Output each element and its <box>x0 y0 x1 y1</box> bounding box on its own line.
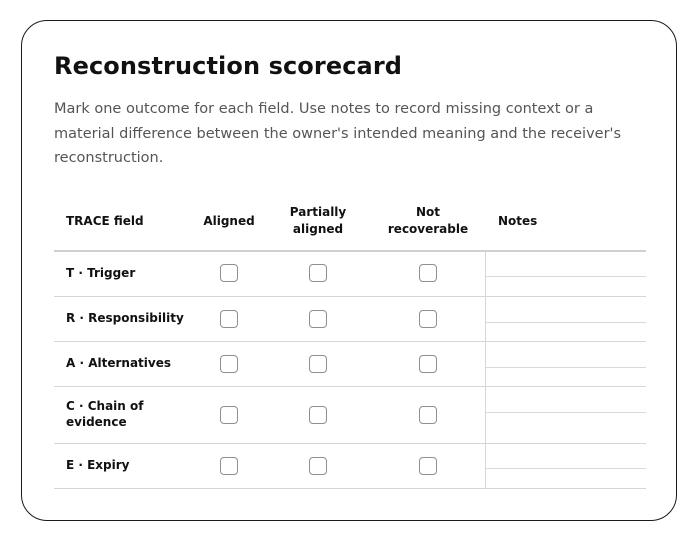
trigger-aligned-checkbox[interactable] <box>220 264 238 282</box>
chain-of-evidence-notes-line[interactable] <box>486 412 646 413</box>
row-expiry-label: E · Expiry <box>66 458 130 472</box>
trigger-notes-line[interactable] <box>486 276 646 277</box>
row-divider <box>54 443 646 444</box>
alternatives-notes-line[interactable] <box>486 367 646 368</box>
header-divider <box>54 250 646 252</box>
header-partially-aligned <box>290 204 346 238</box>
header-not-recoverable <box>388 204 468 238</box>
expiry-partially-aligned-checkbox[interactable] <box>309 457 327 475</box>
instructions-text: Mark one outcome for each field. Use notes to record missing context or a material difference between the owner's intended meaning and the receiver's reconstruction. <box>54 101 622 166</box>
chain-of-evidence-not-recoverable-checkbox[interactable] <box>419 406 437 424</box>
header-trace-field: TRACE field <box>66 214 144 228</box>
alternatives-partially-aligned-checkbox[interactable] <box>309 355 327 373</box>
trigger-not-recoverable-checkbox[interactable] <box>419 264 437 282</box>
expiry-not-recoverable-checkbox[interactable] <box>419 457 437 475</box>
trigger-partially-aligned-checkbox[interactable] <box>309 264 327 282</box>
responsibility-aligned-checkbox[interactable] <box>220 310 238 328</box>
row-chain-of-evidence-line2: evidence <box>66 415 127 429</box>
responsibility-notes-line[interactable] <box>486 322 646 323</box>
chain-of-evidence-partially-aligned-checkbox[interactable] <box>309 406 327 424</box>
table-bottom-border <box>54 488 646 489</box>
row-responsibility-label: R · Responsibility <box>66 311 184 325</box>
header-partially-aligned-line1: Partially <box>289 205 347 219</box>
row-alternatives-label: A · Alternatives <box>66 356 171 370</box>
header-aligned: Aligned <box>203 214 255 228</box>
expiry-notes-line[interactable] <box>486 468 646 469</box>
row-divider <box>54 386 646 387</box>
header-not-recoverable-line2: recoverable <box>387 222 469 236</box>
header-notes: Notes <box>498 214 538 228</box>
chain-of-evidence-aligned-checkbox[interactable] <box>220 406 238 424</box>
row-chain-of-evidence-label <box>66 398 143 430</box>
page-title: Reconstruction scorecard <box>54 52 403 80</box>
responsibility-not-recoverable-checkbox[interactable] <box>419 310 437 328</box>
expiry-aligned-checkbox[interactable] <box>220 457 238 475</box>
row-chain-of-evidence-line1: C · Chain of <box>66 399 144 413</box>
header-partially-aligned-line2: aligned <box>292 222 344 236</box>
row-trigger-label: T · Trigger <box>66 266 136 280</box>
row-divider <box>54 341 646 342</box>
notes-column-divider <box>485 252 486 488</box>
row-divider <box>54 296 646 297</box>
alternatives-not-recoverable-checkbox[interactable] <box>419 355 437 373</box>
alternatives-aligned-checkbox[interactable] <box>220 355 238 373</box>
header-not-recoverable-line1: Not <box>415 205 441 219</box>
responsibility-partially-aligned-checkbox[interactable] <box>309 310 327 328</box>
